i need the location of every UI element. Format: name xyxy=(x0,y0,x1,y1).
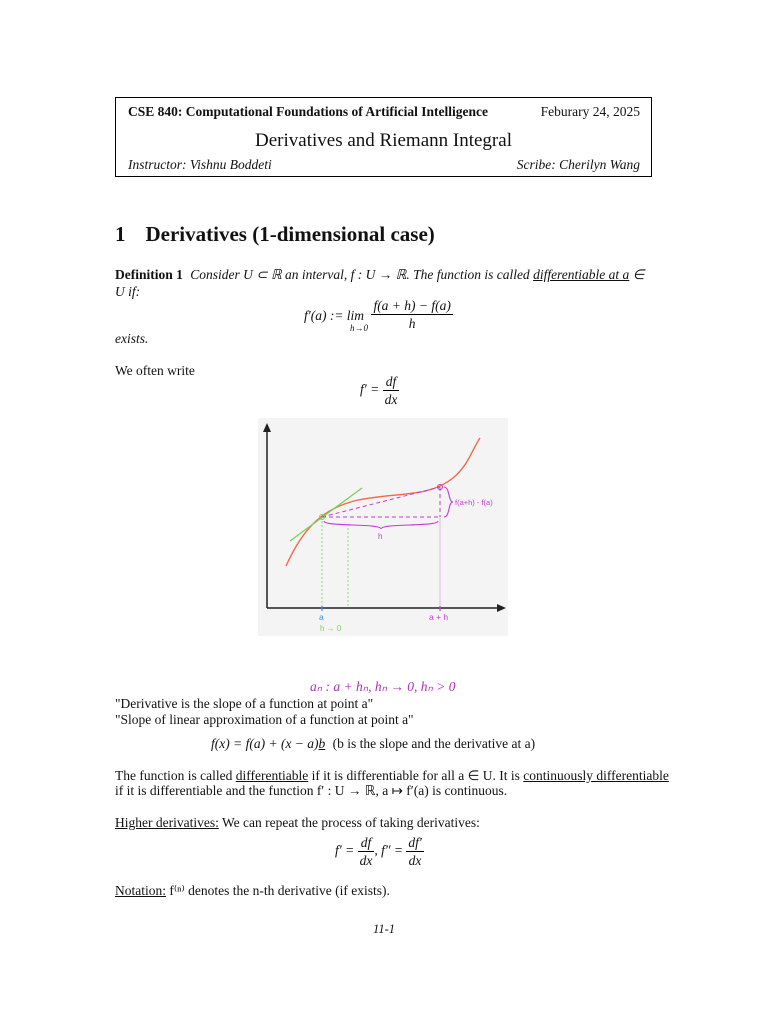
x-axis-arrow xyxy=(497,604,506,612)
instructor: Instructor: Vishnu Boddeti xyxy=(128,157,272,172)
h-brace xyxy=(324,521,438,529)
formula-numerator: df xyxy=(383,373,400,391)
higher-derivatives-line xyxy=(115,814,480,831)
notation-label: Notation: xyxy=(115,883,166,898)
notation-text: f⁽ⁿ⁾ denotes the n-th derivative (if exists). xyxy=(169,883,390,898)
linear-formula-b: b xyxy=(318,736,326,751)
differentiable-line-2: if it is differentiable and the function f′ : U → ℝ, a ↦ f′(a) is continuous. xyxy=(115,783,508,798)
higher-num-2: df′ xyxy=(408,835,422,850)
scribe: Scribe: Cherilyn Wang xyxy=(516,157,640,172)
linear-formula-a: f(x) = f(a) + (x − a) xyxy=(211,736,319,751)
higher-text: We can repeat the process of taking derivatives: xyxy=(221,815,480,830)
definition-term: differentiable at a xyxy=(533,267,630,282)
definition-line-2: U if: xyxy=(115,284,141,299)
quote-derivative: "Derivative is the slope of a function at point a" xyxy=(115,696,374,711)
exists-text: exists. xyxy=(115,331,149,346)
cont-diff-term: continuously differentiable xyxy=(523,768,669,783)
sequence-formula: aₙ : a + hₙ, hₙ → 0, hₙ > 0 xyxy=(310,679,456,694)
formula-fraction xyxy=(383,373,400,408)
a-plus-h-label: a + h xyxy=(429,612,449,622)
a-label: a xyxy=(319,612,324,622)
notation-line xyxy=(115,882,390,899)
higher-mid: , f″ = xyxy=(374,842,403,858)
higher-formula xyxy=(335,834,424,869)
higher-num-1: df xyxy=(358,834,375,852)
linear-note: (b is the slope and the derivative at a) xyxy=(332,736,536,751)
function-curve xyxy=(286,438,480,566)
derivative-figure xyxy=(258,418,508,636)
diff-label: f(a+h) - f(a) xyxy=(455,498,493,507)
definition-label: Definition 1 xyxy=(115,267,183,282)
course-title: CSE 840: Computational Foundations of Artificial Intelligence xyxy=(128,104,489,119)
section-number: 1 xyxy=(115,222,126,246)
h-label: h xyxy=(378,532,383,541)
definition-line-1 xyxy=(115,266,644,283)
formula-lhs: f′(a) := lim xyxy=(304,307,365,323)
tangent-line xyxy=(290,488,362,541)
linear-approx-formula xyxy=(211,735,535,752)
definition-member: ∈ xyxy=(632,267,645,282)
lecture-header xyxy=(115,97,652,177)
limit-subscript: h→0 xyxy=(350,323,368,333)
higher-den-2: dx xyxy=(408,853,422,868)
derivative-diagram xyxy=(258,418,508,636)
page-number: 11-1 xyxy=(373,922,395,936)
higher-fraction-2 xyxy=(406,834,423,869)
diff-term: differentiable xyxy=(235,768,309,783)
higher-den-1: dx xyxy=(359,853,373,868)
lecture-date: Feburary 24, 2025 xyxy=(540,104,640,119)
higher-label: Higher derivatives: xyxy=(115,815,219,830)
higher-lhs: f′ = xyxy=(335,842,355,858)
formula-fraction xyxy=(371,297,452,332)
df-dx-formula xyxy=(360,373,399,408)
diff-text-b: if it is differentiable for all a ∈ U. It is xyxy=(311,768,520,783)
h-to-0-label: h → 0 xyxy=(320,624,342,633)
formula-denominator: h xyxy=(408,316,416,331)
formula-lhs: f′ = xyxy=(360,381,380,397)
definition-text: Consider U ⊂ ℝ an interval, f : U → ℝ. The function is called xyxy=(190,267,530,282)
section-title: Derivatives (1-dimensional case) xyxy=(145,222,435,246)
formula-denominator: dx xyxy=(384,392,398,407)
lecture-title: Derivatives and Riemann Integral xyxy=(255,130,512,151)
often-write-text: We often write xyxy=(115,363,195,378)
derivative-formula xyxy=(304,297,453,332)
diff-text-a: The function is called xyxy=(115,768,233,783)
diff-brace xyxy=(444,487,453,517)
section-heading xyxy=(115,222,435,247)
quote-slope: "Slope of linear approximation of a function at point a" xyxy=(115,712,414,727)
formula-numerator: f(a + h) − f(a) xyxy=(373,298,451,313)
higher-fraction-1 xyxy=(358,834,375,869)
y-axis-arrow xyxy=(263,423,271,432)
